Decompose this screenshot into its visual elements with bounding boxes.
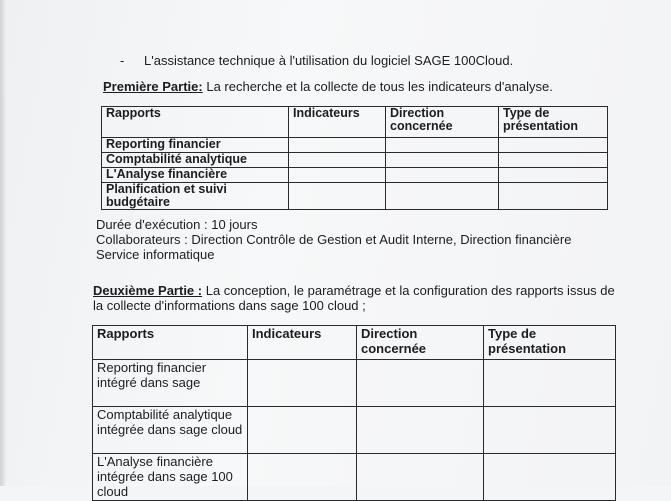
header-cell: Type de présentation [484,326,616,360]
table-cell [289,183,386,210]
table-cell [289,138,386,153]
table-cell [357,407,484,454]
table-header-row [102,107,608,138]
bullet-assistance [120,53,513,68]
row-label: Reporting financier [102,138,289,153]
row-label: Planification et suivi budgétaire [102,183,289,210]
table-cell [484,407,616,454]
part2-label: Deuxième Partie : [93,283,203,298]
row-label: L'Analyse financière intégrée dans sage 100 cloud [93,454,248,501]
table-cell [289,153,386,168]
part2-heading [93,283,623,313]
table-cell [248,407,357,454]
row-label: Comptabilité analytique intégrée dans sage cloud [93,407,248,454]
table-cell [386,183,499,210]
table-cell [289,168,386,183]
table-row [102,153,608,168]
table-cell [499,138,608,153]
bullet-marker: - [120,53,125,68]
part2-table [92,325,616,501]
part1-text: La recherche et la collecte de tous les indicateurs d'analyse. [202,79,553,94]
header-cell: Type de présentation [499,107,608,138]
table-cell [484,360,616,407]
row-label: Reporting financier intégré dans sage [93,360,248,407]
duration-text: Durée d'exécution : 10 jours [96,217,258,232]
part2-text: La conception, le paramétrage et la configuration des rapports issus de la collecte d'informations dans sage 100 cloud ; [93,283,615,313]
bullet-text: L'assistance technique à l'utilisation du logiciel SAGE 100Cloud. [144,53,514,68]
table-row [102,168,608,183]
header-cell: Direction concernée [357,326,484,360]
part1-label: Première Partie: [103,79,203,94]
table-cell [386,138,499,153]
table-cell [357,360,484,407]
row-label: L'Analyse financière [102,168,289,183]
header-cell: Rapports [93,326,248,360]
part1-heading [103,79,553,94]
table-cell [499,183,608,210]
header-cell: Indicateurs [289,107,386,138]
header-cell: Indicateurs [248,326,357,360]
table-cell [357,454,484,501]
table-cell [499,168,608,183]
table-cell [386,153,499,168]
table-cell [386,168,499,183]
header-cell: Direction concernée [386,107,499,138]
table-cell [484,454,616,501]
table-row [93,360,616,407]
table-row [93,407,616,454]
table-row [102,183,608,210]
row-label: Comptabilité analytique [102,153,289,168]
page-edge [0,0,6,486]
collaborators-text: Collaborateurs : Direction Contrôle de Gestion et Audit Interne, Direction financière Service informatique [96,232,572,262]
table-row [93,454,616,501]
table-cell [248,360,357,407]
table-cell [248,454,357,501]
table-row [102,138,608,153]
table-cell [499,153,608,168]
part1-table [101,106,608,210]
header-cell: Rapports [102,107,289,138]
table-header-row [93,326,616,360]
